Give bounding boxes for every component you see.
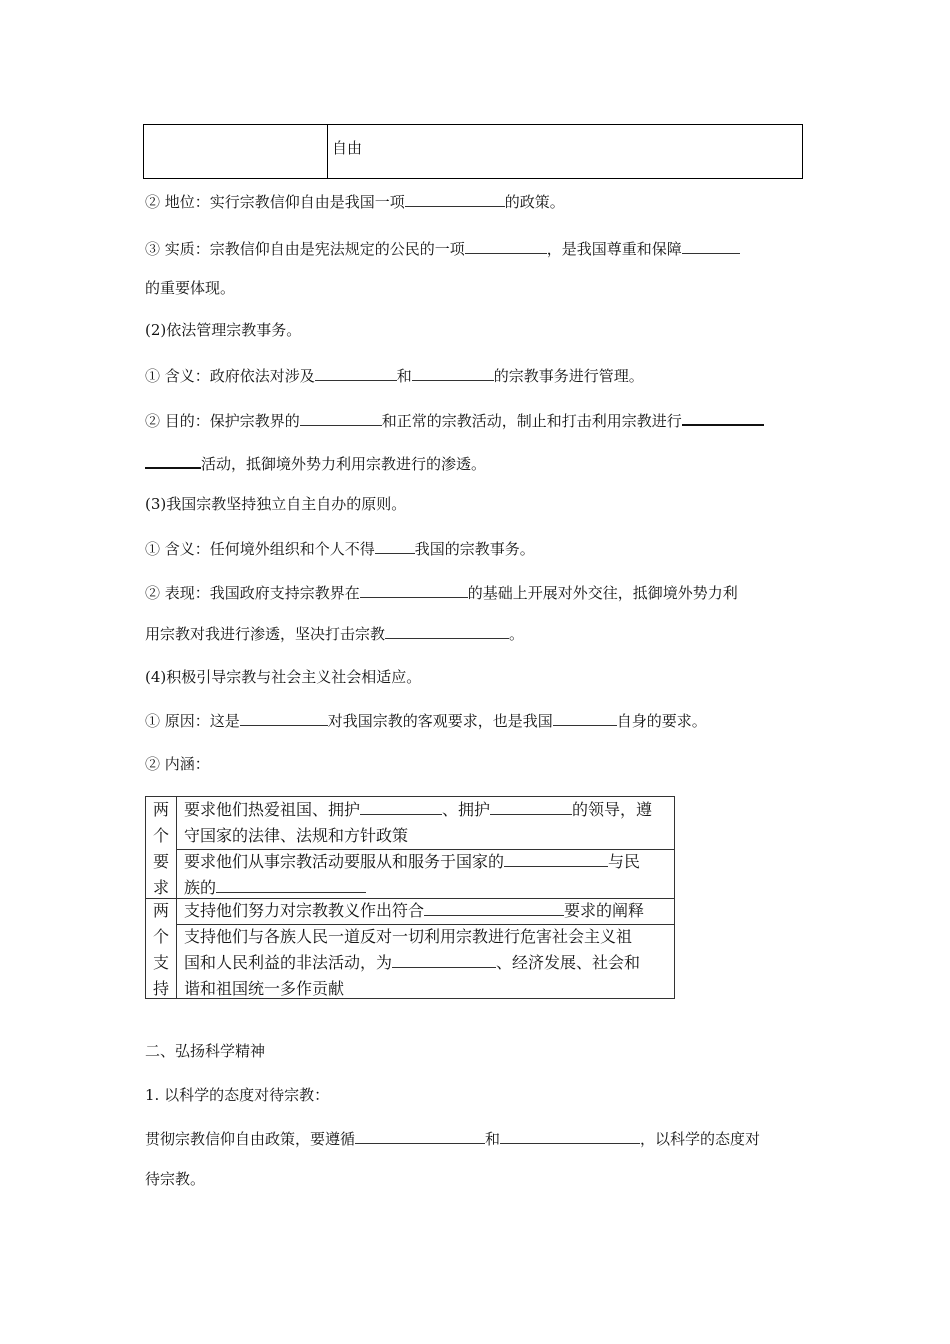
table-divider — [327, 125, 328, 178]
table-cell-requirement-1 — [184, 797, 672, 849]
text-segment: ① 原因：这是 — [145, 712, 240, 730]
text-segment: 族的 — [184, 878, 217, 897]
label-char: 要 — [152, 852, 169, 871]
heading-manage-affairs — [145, 319, 301, 341]
text-segment: 的宗教事务进行管理。 — [493, 367, 644, 385]
text-segment: ③ 实质：宗教信仰自由是宪法规定的公民的一项 — [145, 240, 465, 258]
text-segment: 待宗教。 — [145, 1170, 206, 1188]
subheading-science-attitude — [145, 1084, 329, 1106]
text-segment: (4)积极引导宗教与社会主义社会相适应。 — [145, 668, 422, 686]
text-segment: 的政策。 — [504, 193, 565, 211]
text-segment: 要求的阐释 — [564, 901, 645, 920]
text-segment: ，以科学的态度对 — [640, 1130, 761, 1148]
label-char: 两 — [152, 901, 169, 920]
label-char: 持 — [152, 979, 169, 998]
label-char: 求 — [152, 878, 169, 897]
fill-blank[interactable] — [500, 1127, 640, 1144]
text-segment: 、经济发展、社会和 — [496, 953, 641, 972]
line-manifestation — [145, 581, 738, 604]
fill-blank[interactable] — [385, 622, 509, 639]
table-cell-support-1 — [184, 898, 672, 924]
text-segment: 要求他们从事宗教活动要服从和服务于国家的 — [184, 852, 505, 871]
fill-blank[interactable] — [360, 581, 468, 598]
text-segment: ① 含义：政府依法对涉及 — [145, 367, 315, 385]
fill-blank[interactable] — [405, 190, 505, 207]
fill-blank[interactable] — [682, 408, 764, 426]
text-segment: ① 含义：任何境外组织和个人不得 — [145, 540, 375, 558]
fill-blank[interactable] — [360, 797, 442, 815]
line-essence-cont — [145, 277, 235, 299]
text-segment: (3)我国宗教坚持独立自主自办的原则。 — [145, 495, 407, 513]
heading-adapt — [145, 666, 421, 688]
text-segment: 自身的要求。 — [616, 712, 707, 730]
fill-blank[interactable] — [240, 709, 328, 726]
fill-blank[interactable] — [216, 875, 366, 893]
fill-blank[interactable] — [145, 451, 201, 469]
text-segment: 贯彻宗教信仰自由政策，要遵循 — [145, 1130, 356, 1148]
text-segment: ② 表现：我国政府支持宗教界在 — [145, 584, 360, 602]
line-purpose — [145, 408, 764, 432]
text-segment: ② 内涵： — [145, 755, 210, 773]
line-status — [145, 190, 565, 213]
fill-blank[interactable] — [355, 1127, 485, 1144]
text-segment: 用宗教对我进行渗透，坚决打击宗教 — [145, 625, 386, 643]
text-segment: 和正常的宗教活动，制止和打击利用宗教进行 — [381, 412, 682, 430]
text-segment: 守国家的法律、法规和方针政策 — [184, 826, 409, 845]
text-segment: 、拥护 — [442, 800, 491, 819]
fill-blank[interactable] — [375, 537, 415, 554]
line-policy — [145, 1127, 760, 1150]
line-policy-cont — [145, 1168, 205, 1190]
text-segment: 。 — [509, 625, 525, 643]
label-char: 两 — [152, 800, 169, 819]
text-segment: (2)依法管理宗教事务。 — [145, 321, 302, 339]
text-segment: 与民 — [608, 852, 641, 871]
text-segment: 我国的宗教事务。 — [414, 540, 535, 558]
table-cell-requirement-2 — [184, 849, 672, 901]
table-cell-support-2 — [184, 924, 672, 1002]
fill-blank[interactable] — [682, 237, 740, 254]
fill-blank[interactable] — [553, 709, 617, 726]
table-fragment — [143, 124, 803, 179]
text-segment: 1. 以科学的态度对待宗教： — [145, 1086, 330, 1104]
fill-blank[interactable] — [392, 950, 496, 968]
line-reason — [145, 709, 707, 732]
label-char: 支 — [152, 953, 169, 972]
text-segment: 国和人民利益的非法活动，为 — [184, 953, 393, 972]
text-segment: ② 目的：保护宗教界的 — [145, 412, 300, 430]
label-char: 个 — [152, 826, 169, 845]
heading-independence — [145, 493, 406, 515]
label-char: 个 — [152, 927, 169, 946]
line-essence — [145, 237, 740, 260]
line-meaning-2 — [145, 537, 535, 560]
text-segment: 谐和祖国统一多作贡献 — [184, 979, 345, 998]
requirements-table — [145, 796, 675, 999]
text-segment: 支持他们努力对宗教教义作出符合 — [184, 901, 425, 920]
text-segment: 的基础上开展对外交往，抵御境外势力利 — [467, 584, 738, 602]
fill-blank[interactable] — [504, 849, 608, 867]
fill-blank[interactable] — [300, 409, 382, 426]
section-heading: 二、弘扬科学精神 — [145, 1042, 266, 1060]
line-meaning-1 — [145, 364, 644, 387]
text-segment: 活动，抵御境外势力利用宗教进行的渗透。 — [201, 455, 487, 473]
line-connotation — [145, 753, 210, 775]
row-group-label-supports — [146, 898, 176, 1002]
fill-blank[interactable] — [315, 364, 397, 381]
line-manifestation-cont — [145, 622, 524, 645]
table-cell-text: 自由 — [332, 139, 363, 157]
text-segment: ② 地位：实行宗教信仰自由是我国一项 — [145, 193, 405, 211]
text-segment: 和 — [396, 367, 412, 385]
text-segment: 支持他们与各族人民一道反对一切利用宗教进行危害社会主义祖 — [184, 927, 633, 946]
fill-blank[interactable] — [424, 898, 564, 916]
fill-blank[interactable] — [465, 237, 547, 254]
line-purpose-cont — [145, 451, 486, 475]
fill-blank[interactable] — [490, 797, 572, 815]
text-segment: 和 — [485, 1130, 501, 1148]
text-segment: 对我国宗教的客观要求，也是我国 — [327, 712, 553, 730]
text-segment: ，是我国尊重和保障 — [546, 240, 682, 258]
text-segment: 的重要体现。 — [145, 279, 236, 297]
row-group-label-requirements — [146, 797, 176, 901]
text-segment: 要求他们热爱祖国、拥护 — [184, 800, 361, 819]
text-segment: 的领导，遵 — [572, 800, 653, 819]
fill-blank[interactable] — [412, 364, 494, 381]
